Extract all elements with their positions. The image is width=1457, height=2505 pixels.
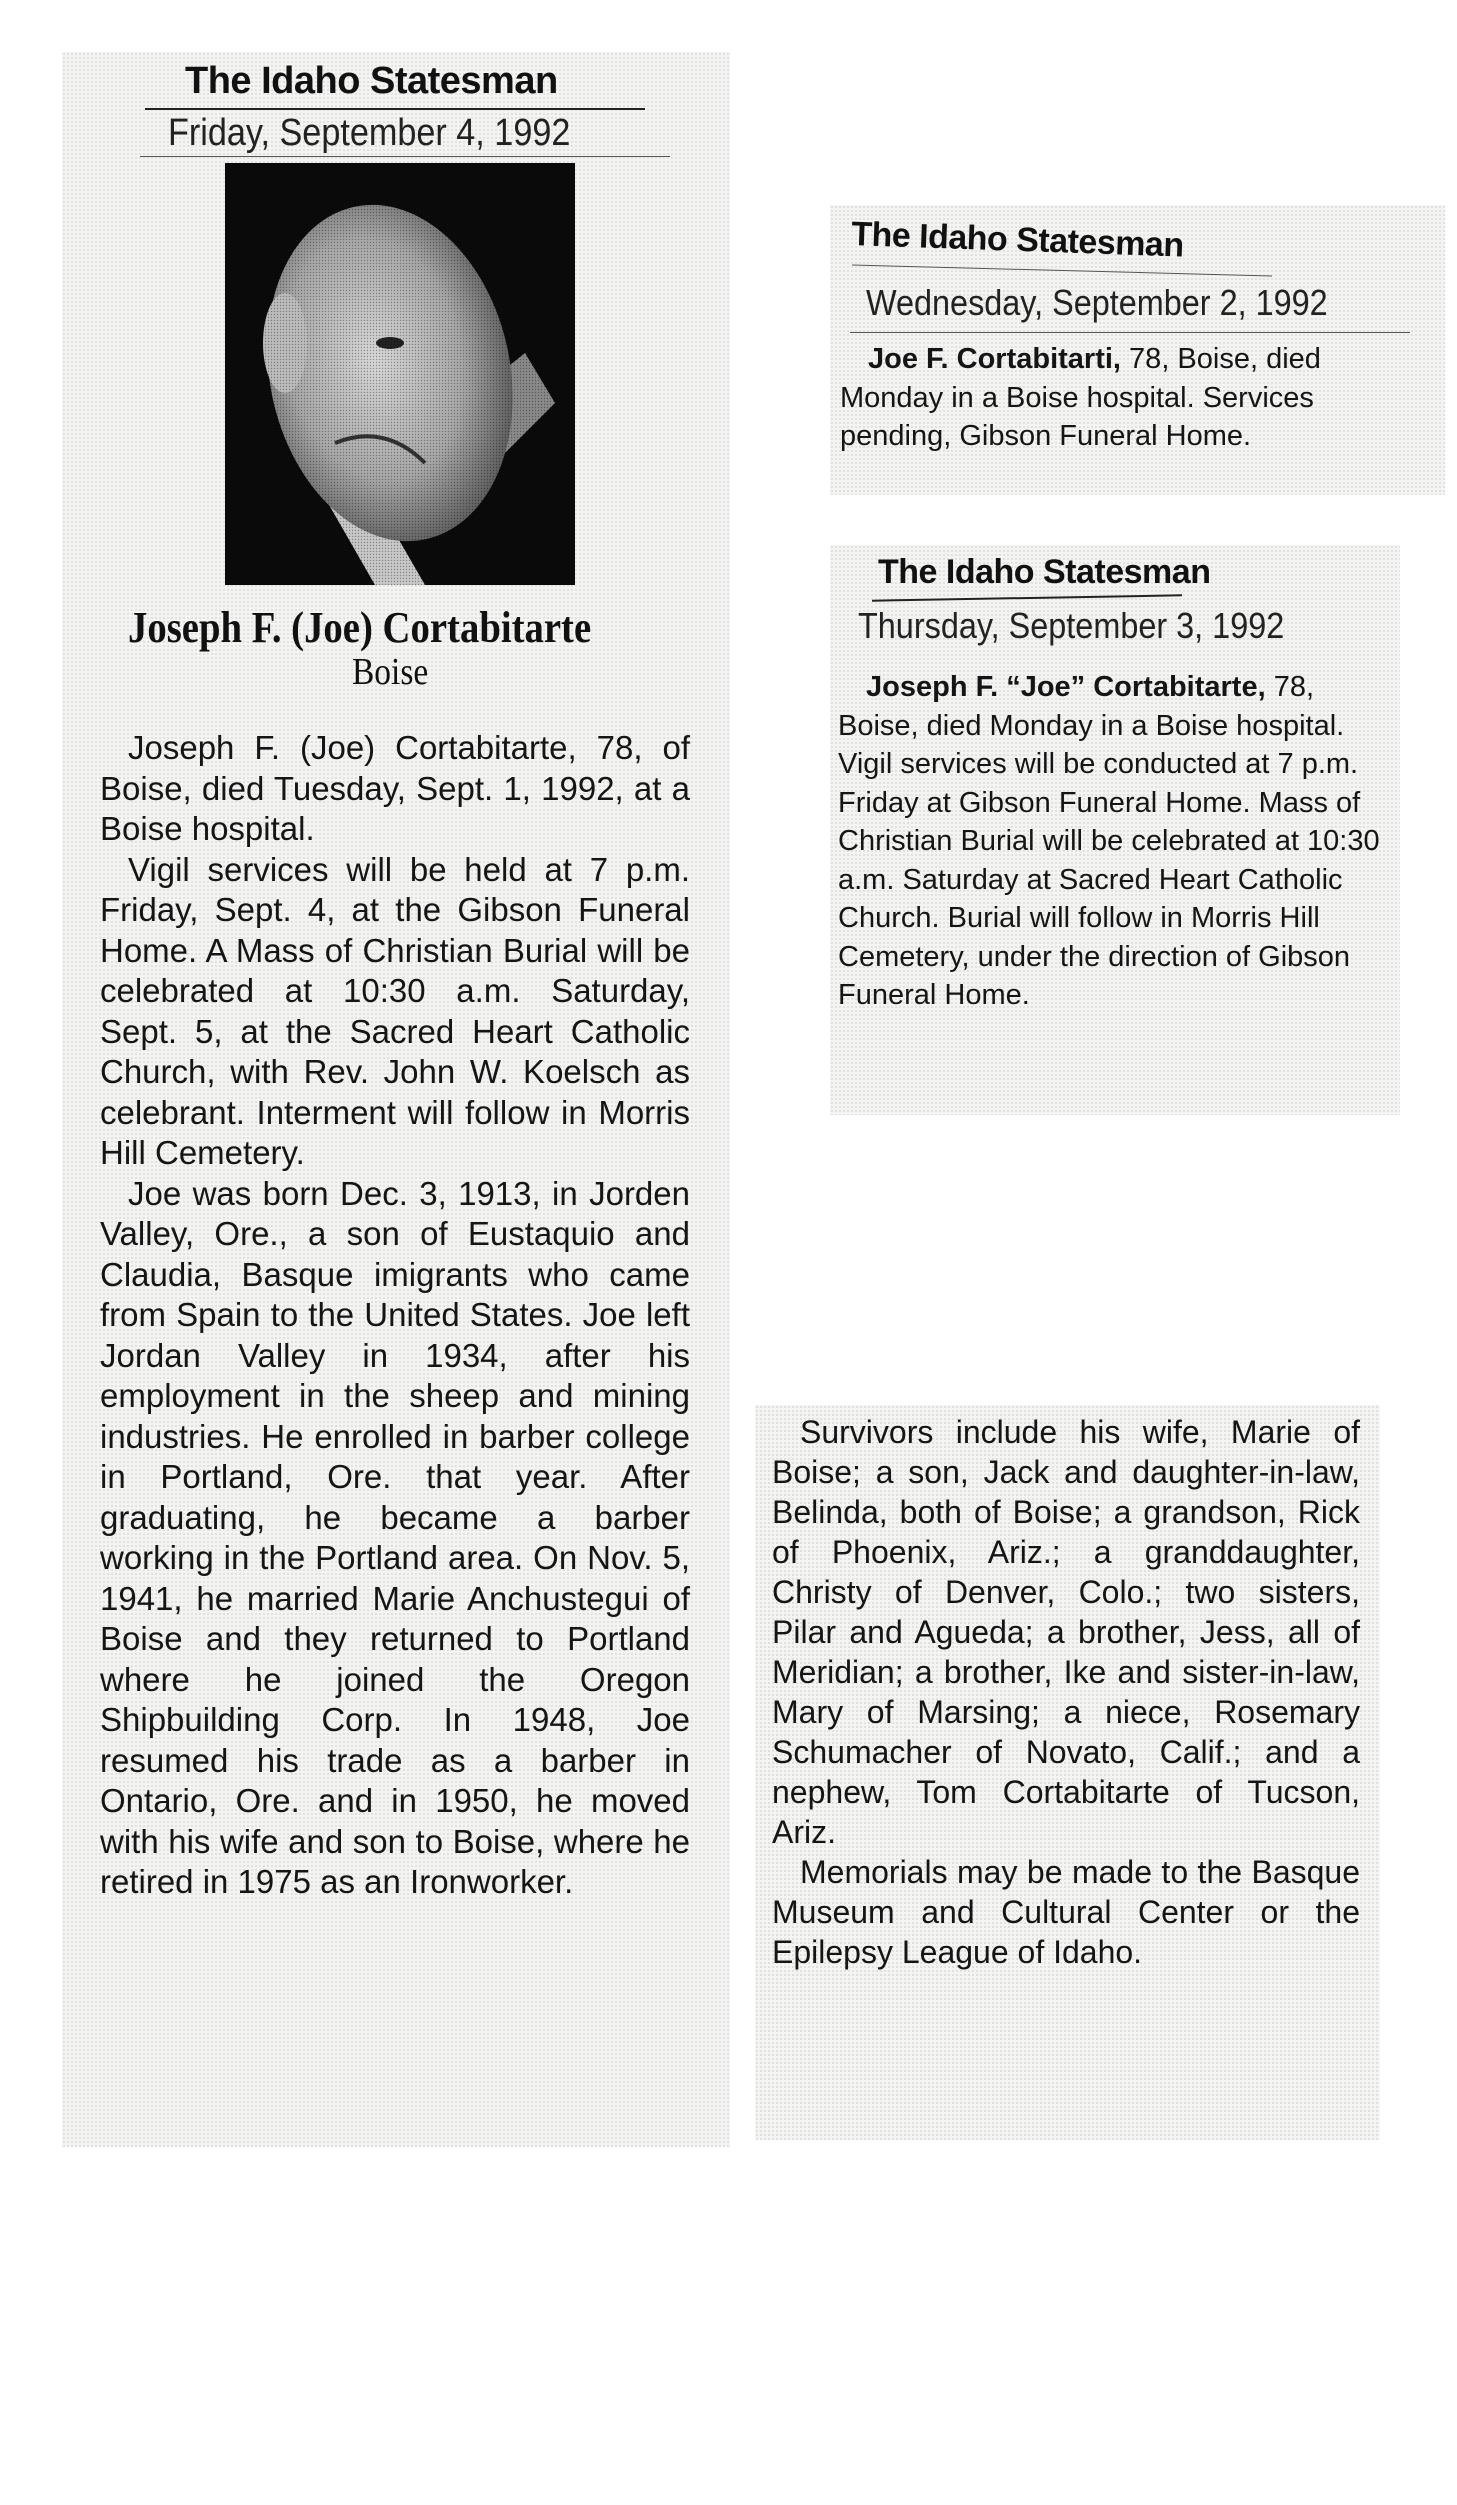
notice-name-sept2: Joe F. Cortabitarti, [868, 343, 1121, 375]
dateline-sept4: Friday, September 4, 1992 [168, 112, 571, 154]
portrait-image [225, 163, 575, 585]
masthead-sept2: The Idaho Statesman [850, 215, 1185, 265]
dateline-rule-sept4 [140, 156, 670, 157]
dateline-sept3: Thursday, September 3, 1992 [858, 605, 1285, 646]
notice-text-sept3 [838, 668, 1398, 1015]
deceased-city: Boise [352, 651, 429, 693]
dateline-rule-sept2 [850, 332, 1410, 333]
obituary-body-sept4 [100, 728, 690, 1903]
masthead-rule-sept4 [145, 108, 645, 110]
survivors-paragraph: Survivors include his wife, Marie of Boise; a son, Jack and daughter-in-law, Belinda, both of Boise; a grandson, Rick of Phoenix, Ariz.; a granddaughter, Christy of Denver, Colo.; two sisters, Pilar and Agueda; a brother, Jess, all of Meridian; a brother, Ike and sister-in-law, Mary of Marsing; a niece, Rosemary Schumacher of Novato, Calif.; and a nephew, Tom Cortabitarte of Tucson, Ariz. [772, 1414, 1360, 1850]
obituary-paragraph-1: Joseph F. (Joe) Cortabitarte, 78, of Boise, died Tuesday, Sept. 1, 1992, at a Boise hospital. [100, 729, 690, 847]
notice-body-sept3: 78, Boise, died Monday in a Boise hospital. Vigil services will be conducted at 7 p.m. Friday at Gibson Funeral Home. Mass of Christian Burial will be celebrated at 10:30 a.m. Saturday at Sacred Heart Catholic Church. Burial will follow in Morris Hill Cemetery, under the direction of Gibson Funeral Home. [838, 671, 1380, 1011]
obituary-paragraph-2: Vigil services will be held at 7 p.m. Friday, Sept. 4, at the Gibson Funeral Home. A Mass of Christian Burial will be celebrated at 10:30 a.m. Saturday, Sept. 5, at the Sacred Heart Catholic Church, with Rev. John W. Koelsch as celebrant. Interment will follow in Morris Hill Cemetery. [100, 850, 690, 1171]
deceased-name-heading: Joseph F. (Joe) Cortabitarte [128, 603, 592, 652]
notice-body-sept2: 78, Boise, died Monday in a Boise hospital. Services pending, Gibson Funeral Home. [840, 343, 1321, 452]
notice-name-sept3: Joseph F. “Joe” Cortabitarte, [866, 671, 1266, 703]
obituary-continuation [772, 1412, 1360, 1972]
notice-text-sept2 [840, 340, 1400, 456]
masthead-sept4: The Idaho Statesman [185, 60, 558, 102]
portrait-photo [225, 163, 575, 585]
dateline-sept2: Wednesday, September 2, 1992 [866, 282, 1328, 323]
memorials-paragraph: Memorials may be made to the Basque Museum and Cultural Center or the Epilepsy League of Idaho. [772, 1854, 1360, 1970]
obituary-paragraph-3: Joe was born Dec. 3, 1913, in Jorden Valley, Ore., a son of Eustaquio and Claudia, Basque imigrants who came from Spain to the United States. Joe left Jordan Valley in 1934, after his employment in the sheep and mining industries. He enrolled in barber college in Portland, Ore. that year. After graduating, he became a barber working in the Portland area. On Nov. 5, 1941, he married Marie Anchustegui of Boise and they returned to Portland where he joined the Oregon Shipbuilding Corp. In 1948, Joe resumed his trade as a barber in Ontario, Ore. and in 1950, he moved with his wife and son to Boise, where he retired in 1975 as an Ironworker. [100, 1174, 690, 1900]
masthead-sept3: The Idaho Statesman [878, 553, 1211, 591]
